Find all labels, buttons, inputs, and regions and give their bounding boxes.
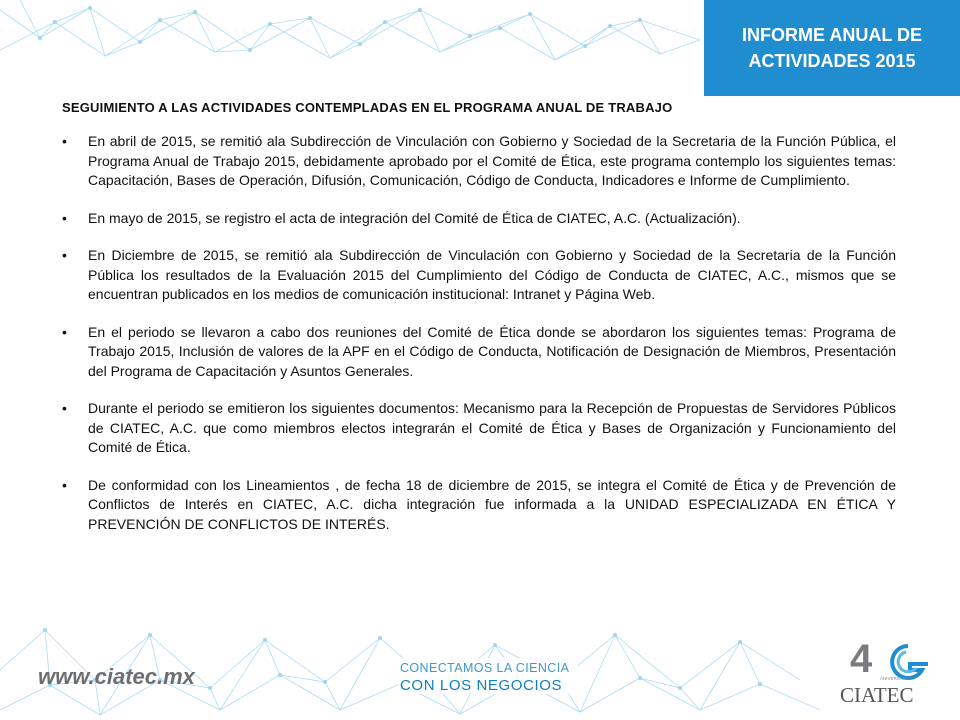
section-title: SEGUIMIENTO A LAS ACTIVIDADES CONTEMPLADAS EN EL PROGRAMA ANUAL DE TRABAJO: [62, 100, 673, 115]
activity-list: [62, 132, 896, 534]
report-title-banner: [704, 0, 960, 96]
logo-subtitle: ANIVERSARIO: [880, 676, 911, 681]
list-item: • Durante el periodo se emitieron los siguientes documentos: Mecanismo para la Recepción de Propuestas de Servidores Públicos de CIATEC, A.C. que como miembros electos integrarán el Comité de Ética y Bases de Organización y Funcionamiento del Comité de Ética.: [62, 399, 896, 458]
logo-text: CIATEC: [840, 683, 914, 707]
list-item: • De conformidad con los Lineamientos , de fecha 18 de diciembre de 2015, se integra el Comité de Ética y de Prevención de Conflictos de Interés en CIATEC, A.C. dicha integración fue informada a la UNIDAD ESPECIALIZADA EN ÉTICA Y PREVENCIÓN DE CONFLICTOS DE INTERÉS.: [62, 476, 896, 535]
logo-number: 4: [850, 637, 873, 681]
list-item: • En mayo de 2015, se registro el acta de integración del Comité de Ética de CIATEC, A.C. (Actualización).: [62, 209, 896, 229]
list-item: • En abril de 2015, se remitió ala Subdirección de Vinculación con Gobierno y Sociedad de la Secretaria de la Función Pública, el Programa Anual de Trabajo 2015, debidamente aprobado por el Comité de Ética, este programa contemplo los siguientes temas: Capacitación, Bases de Operación, Difusión, Comunicación, Código de Conducta, Indicadores e Informe de Cumplimiento.: [62, 132, 896, 191]
ciatec-logo: [836, 632, 944, 708]
slogan-line2: CON LOS NEGOCIOS: [400, 677, 563, 694]
report-title-line1: INFORME ANUAL DE: [742, 25, 922, 45]
list-item: • En Diciembre de 2015, se remitió ala Subdirección de Vinculación con Gobierno y Sociedad de la Secretaria de la Función Pública los resultados de la Evaluación 2015 del Cumplimiento del Código de Conducta de CIATEC, A.C., mismos que se encuentran publicados en los medios de comunicación institucional: Intranet y Página Web.: [62, 246, 896, 305]
report-title-line2: ACTIVIDADES 2015: [748, 51, 916, 71]
slogan-line1: CONECTAMOS LA CIENCIA: [400, 661, 570, 675]
list-item: • En el periodo se llevaron a cabo dos reuniones del Comité de Ética donde se abordaron los siguientes temas: Programa de Trabajo 2015, Inclusión de valores de la APF en el Código de Conducta, Notificación de Designación de Miembros, Presentación del Programa de Capacitación y Asuntos Generales.: [62, 323, 896, 382]
website-url[interactable]: www.ciatec.mx: [38, 664, 195, 689]
main-content: [62, 100, 896, 552]
slogan-graphic: [398, 658, 578, 694]
